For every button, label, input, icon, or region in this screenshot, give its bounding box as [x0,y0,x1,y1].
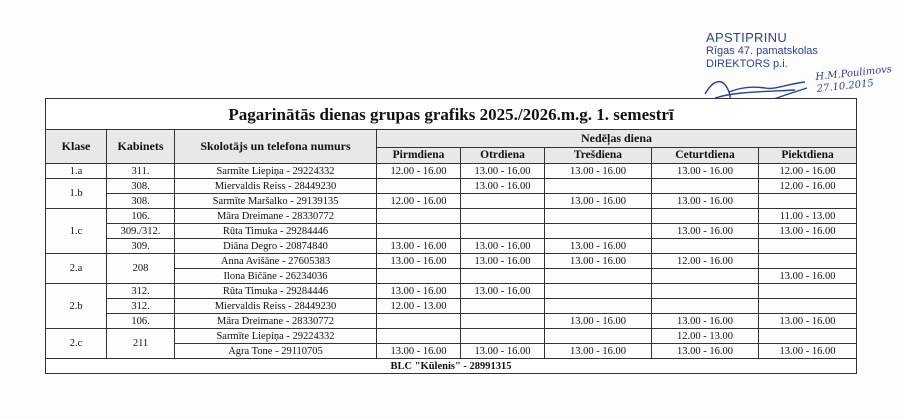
cell-time [461,269,545,284]
cell-teacher: Sarmīte Maršalko - 29139135 [175,194,377,209]
cell-kabinets: 311. [107,164,175,179]
cell-time: 13.00 - 16.00 [652,314,759,329]
cell-time [461,299,545,314]
table-row [46,179,857,194]
cell-time [652,209,759,224]
cell-time: 13.00 - 16.00 [652,224,759,239]
table-row [46,314,857,329]
cell-teacher: Diāna Degro - 20874840 [175,239,377,254]
cell-time [377,269,461,284]
cell-time: 13.00 - 16.00 [461,284,545,299]
table-row [46,284,857,299]
cell-time [377,329,461,344]
cell-time: 11.00 - 13.00 [759,209,857,224]
cell-time: 13.00 - 16.00 [461,179,545,194]
table-row [46,164,857,179]
cell-time: 12.00 - 16.00 [759,164,857,179]
cell-time [461,209,545,224]
cell-time [545,269,652,284]
cell-time [461,224,545,239]
header-day: Trešdiena [545,148,652,164]
cell-time: 13.00 - 16.00 [545,254,652,269]
cell-time [759,284,857,299]
cell-time [652,179,759,194]
cell-time: 13.00 - 16.00 [759,224,857,239]
cell-time [461,194,545,209]
cell-teacher: Māra Dreimane - 28330772 [175,209,377,224]
cell-time: 13.00 - 16.00 [545,239,652,254]
cell-time: 13.00 - 16.00 [461,254,545,269]
header-week: Nedēļas diena [377,130,857,148]
cell-time: 13.00 - 16.00 [545,344,652,359]
schedule-title: Pagarinātās dienas grupas grafiks 2025./2026.m.g. 1. semestrī [46,99,857,130]
cell-klase: 2.b [46,284,107,329]
cell-time [461,314,545,329]
cell-kabinets: 308. [107,194,175,209]
schedule-table [45,98,857,374]
cell-time [759,194,857,209]
cell-time [759,299,857,314]
cell-klase: 2.a [46,254,107,284]
cell-time [545,299,652,314]
cell-time [545,209,652,224]
cell-time: 13.00 - 16.00 [461,164,545,179]
header-day: Ceturtdiena [652,148,759,164]
table-row [46,239,857,254]
cell-teacher: Māra Dreimane - 28330772 [175,314,377,329]
cell-time [377,224,461,239]
cell-time: 13.00 - 16.00 [759,344,857,359]
header-day: Piektdiena [759,148,857,164]
cell-time: 13.00 - 16.00 [377,239,461,254]
cell-time: 13.00 - 16.00 [377,284,461,299]
cell-teacher: Ilona Bičāne - 26234036 [175,269,377,284]
cell-teacher: Anna Avišāne - 27605383 [175,254,377,269]
table-row [46,329,857,344]
cell-time: 13.00 - 16.00 [377,344,461,359]
cell-kabinets: 309./312. [107,224,175,239]
cell-time: 13.00 - 16.00 [759,314,857,329]
cell-time: 13.00 - 16.00 [652,164,759,179]
cell-time: 13.00 - 16.00 [461,239,545,254]
header-day: Otrdiena [461,148,545,164]
cell-time [652,269,759,284]
cell-time [377,314,461,329]
cell-kabinets: 312. [107,299,175,314]
cell-time: 13.00 - 16.00 [377,254,461,269]
cell-teacher: Miervaldis Reiss - 28449230 [175,299,377,314]
cell-time: 12.00 - 16.00 [652,254,759,269]
cell-kabinets: 106. [107,314,175,329]
cell-time [545,224,652,239]
handwritten-note [815,64,894,96]
schedule-sheet [45,98,856,390]
header-teacher: Skolotājs un telefona numurs [175,130,377,164]
cell-time [652,299,759,314]
cell-klase: 1.a [46,164,107,179]
cell-teacher: Rūta Timuka - 29284446 [175,224,377,239]
table-row [46,194,857,209]
cell-time: 13.00 - 16.00 [652,344,759,359]
table-row [46,299,857,314]
approval-director: DIREKTORS p.i. [706,58,788,70]
handwritten-date: 27.10.2015 [816,78,875,95]
approval-school: Rīgas 47. pamatskolas [706,45,818,57]
header-kabinets: Kabinets [107,130,175,164]
cell-time: 12.00 - 13.00 [652,329,759,344]
table-row [46,254,857,269]
cell-teacher: Rūta Timuka - 29284446 [175,284,377,299]
cell-teacher: Miervaldis Reiss - 28449230 [175,179,377,194]
cell-time [545,329,652,344]
cell-kabinets: 106. [107,209,175,224]
cell-time: 13.00 - 16.00 [545,314,652,329]
cell-time [759,329,857,344]
header-klase: Klase [46,130,107,164]
cell-klase: 1.c [46,209,107,254]
cell-time [377,179,461,194]
cell-teacher: Sarmīte Liepiņa - 29224332 [175,164,377,179]
header-day: Pirmdiena [377,148,461,164]
table-row [46,209,857,224]
cell-klase: 1.b [46,179,107,209]
cell-time [545,179,652,194]
cell-kabinets: 211 [107,329,175,359]
cell-time [545,284,652,299]
cell-time [759,254,857,269]
cell-time: 13.00 - 16.00 [545,164,652,179]
cell-time: 12.00 - 16.00 [759,179,857,194]
cell-teacher: Sarmīte Liepiņa - 29224332 [175,329,377,344]
cell-time [759,239,857,254]
cell-time: 13.00 - 16.00 [652,194,759,209]
cell-kabinets: 312. [107,284,175,299]
cell-time: 13.00 - 16.00 [545,194,652,209]
cell-kabinets: 208 [107,254,175,284]
table-row [46,224,857,239]
approval-title: APSTIPRINU [706,30,788,45]
cell-kabinets: 309. [107,239,175,254]
cell-kabinets: 308. [107,179,175,194]
cell-time [461,329,545,344]
cell-time: 12.00 - 13.00 [377,299,461,314]
cell-teacher: Agra Tone - 29110705 [175,344,377,359]
cell-time [652,239,759,254]
handwritten-name: H.M.Poulimovs [814,64,893,84]
cell-klase: 2.c [46,329,107,359]
cell-time: 13.00 - 16.00 [759,269,857,284]
cell-time [377,209,461,224]
cell-time [652,284,759,299]
cell-time: 12.00 - 16.00 [377,194,461,209]
footer-contact: BLC "Kūlenis" - 28991315 [46,359,857,374]
cell-time: 13.00 - 16.00 [461,344,545,359]
cell-time: 12.00 - 16.00 [377,164,461,179]
